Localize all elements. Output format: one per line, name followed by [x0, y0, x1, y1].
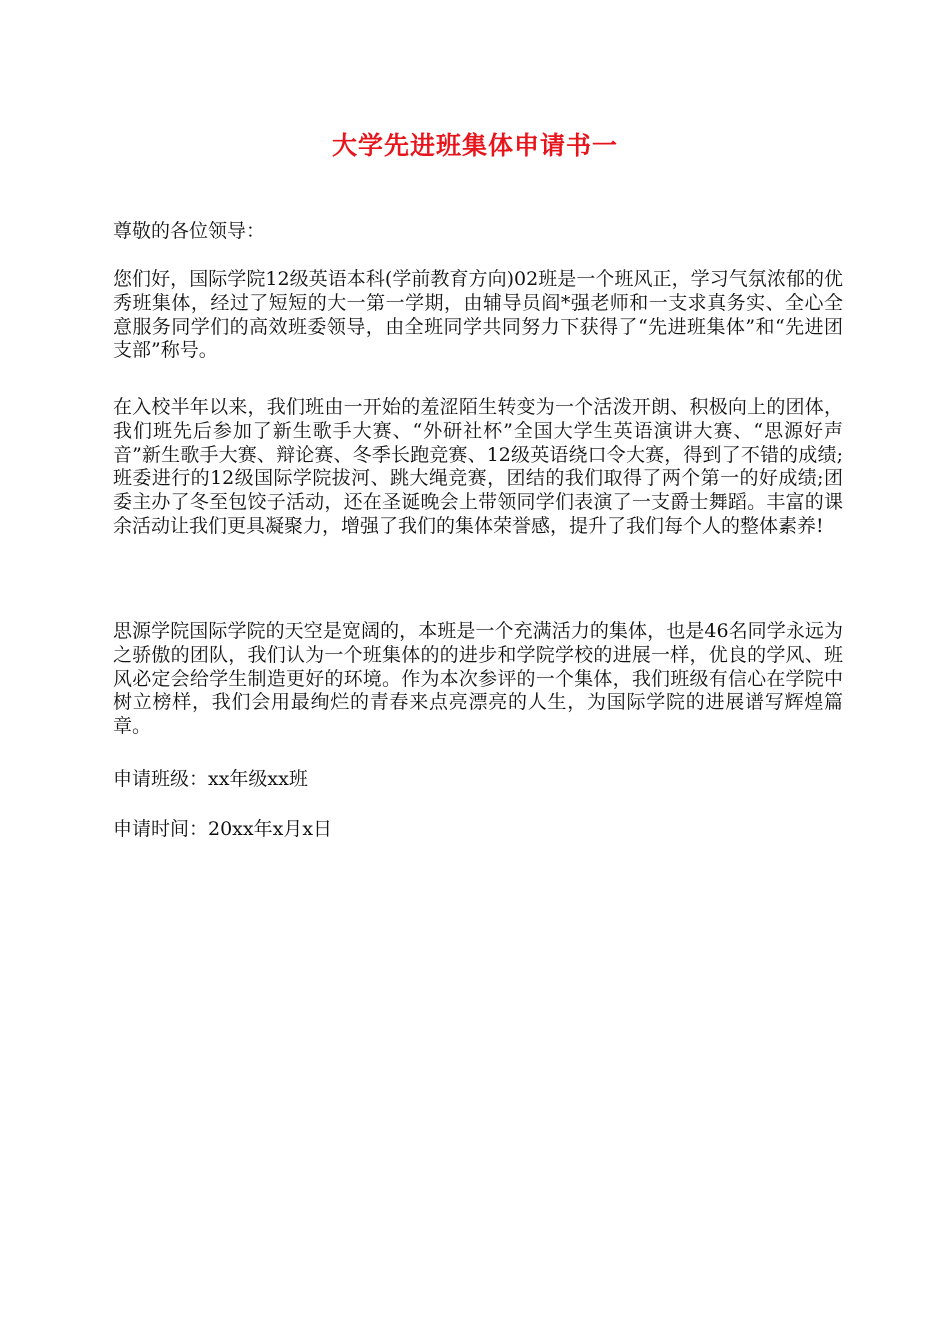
- applicant-class: 申请班级：xx年级xx班: [113, 768, 308, 790]
- paragraph-conclusion: 思源学院国际学院的天空是宽阔的，本班是一个充满活力的集体，也是46名同学永远为之骄傲的团队，我们认为一个班集体的的进步和学院学校的进展一样，优良的学风、班风必定会给学生制造更好的环境。作为本次参评的一个集体，我们班级有信心在学院中树立榜样，我们会用最绚烂的青春来点亮漂亮的人生，为国际学院的进展谱写辉煌篇章。: [113, 620, 843, 738]
- application-date: 申请时间：20xx年x月x日: [113, 818, 333, 840]
- paragraph-activities: 在入校半年以来，我们班由一开始的羞涩陌生转变为一个活泼开朗、积极向上的团体，我们班先后参加了新生歌手大赛、“外研社杯”全国大学生英语演讲大赛、“思源好声音”新生歌手大赛、辩论赛、冬季长跑竞赛、12级英语绕口令大赛，得到了不错的成绩;班委进行的12级国际学院拔河、跳大绳竞赛，团结的我们取得了两个第一的好成绩;团委主办了冬至包饺子活动，还在圣诞晚会上带领同学们表演了一支爵士舞蹈。丰富的课余活动让我们更具凝聚力，增强了我们的集体荣誉感，提升了我们每个人的整体素养!: [113, 396, 843, 537]
- paragraph-intro: 您们好，国际学院12级英语本科(学前教育方向)02班是一个班风正，学习气氛浓郁的优秀班集体，经过了短短的大一第一学期，由辅导员阎*强老师和一支求真务实、全心全意服务同学们的高效班委领导，由全班同学共同努力下获得了“先进班集体”和“先进团支部”称号。: [113, 268, 843, 362]
- greeting: 尊敬的各位领导：: [113, 220, 266, 242]
- document-title: 大学先进班集体申请书一: [331, 131, 618, 160]
